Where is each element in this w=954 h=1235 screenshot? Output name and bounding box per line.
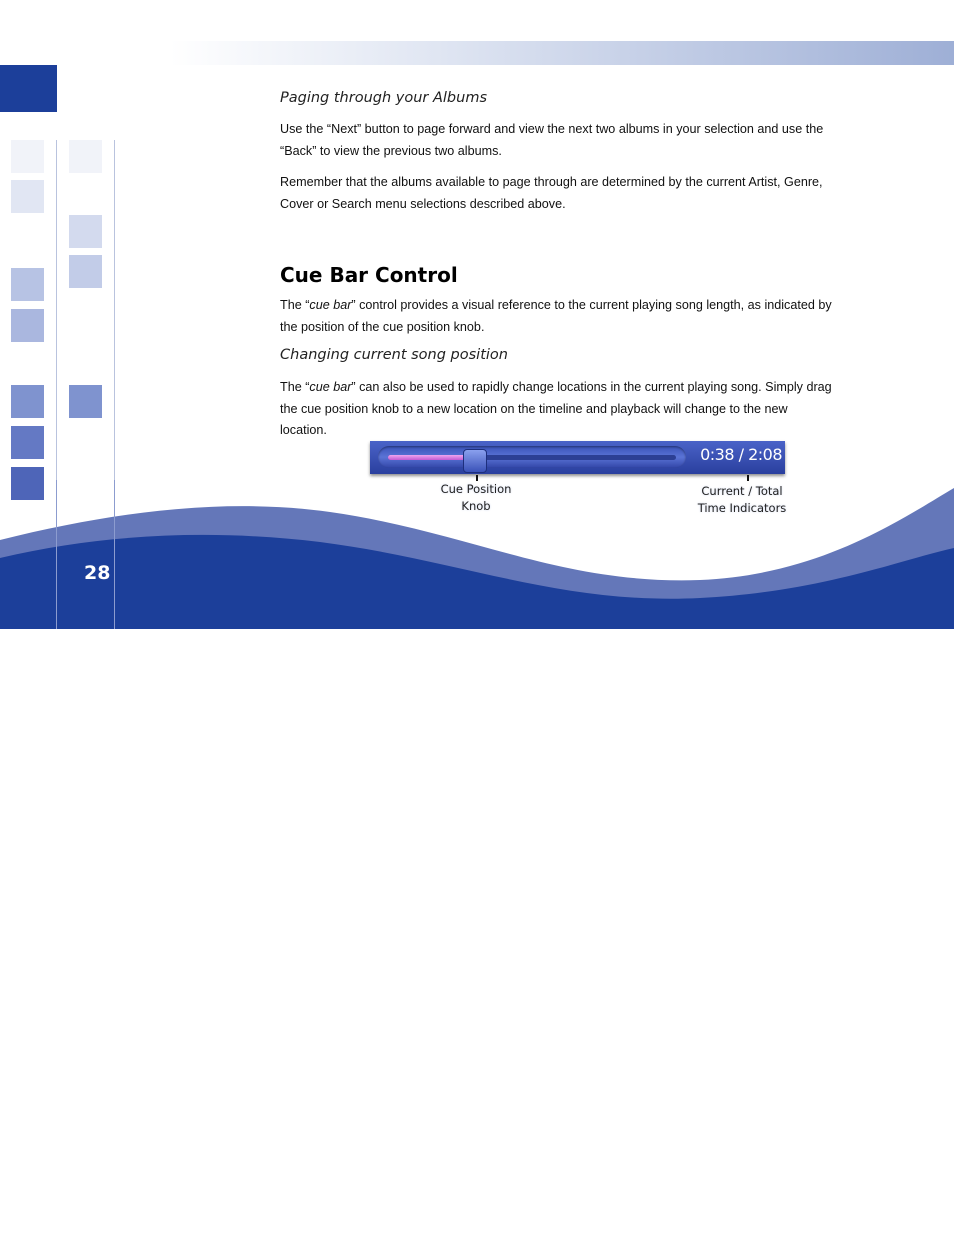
- page-number: 28: [84, 562, 111, 584]
- margin-square: [11, 309, 44, 342]
- cue-bar-figure: [370, 441, 785, 474]
- margin-square: [69, 215, 102, 248]
- section-title: Cue Bar Control: [280, 263, 458, 287]
- margin-square: [69, 255, 102, 288]
- margin-square: [11, 385, 44, 418]
- footer-wave: [0, 480, 954, 629]
- header-gradient-bar: [170, 41, 954, 65]
- header-corner-block: [0, 65, 57, 112]
- callout-knob-label: Cue Position Knob: [440, 482, 512, 513]
- margin-square: [11, 180, 44, 213]
- margin-square: [11, 426, 44, 459]
- margin-square: [69, 385, 102, 418]
- margin-square: [69, 140, 102, 173]
- cue-paragraph-1: The “cue bar” control provides a visual reference to the current playing song length, as indicated by the position of the cue position knob.: [280, 298, 832, 334]
- albums-paragraph-1: Use the “Next” button to page forward and view the next two albums in your selection and use the “Back” to view the previous two albums.: [280, 122, 824, 158]
- cue-track: [378, 446, 686, 468]
- callout-time-label: Current / Total Time Indicators: [697, 484, 787, 515]
- cue-position-knob: [463, 449, 487, 473]
- albums-subheading: Paging through your Albums: [280, 90, 488, 106]
- cue-progress-fill: [388, 455, 474, 460]
- margin-square: [11, 268, 44, 301]
- cue-paragraph-2: The “cue bar” can also be used to rapidly change locations in the current playing song. Simply drag the cue position knob to a new location on the timeline and playback will change to the new location.: [280, 380, 832, 437]
- margin-square: [11, 140, 44, 173]
- time-indicator: 0:38 / 2:08: [700, 445, 782, 464]
- cue-subheading: Changing current song position: [280, 347, 508, 363]
- albums-paragraph-2: Remember that the albums available to page through are determined by the current Artist, Genre, Cover or Search menu selections described above.: [280, 175, 823, 211]
